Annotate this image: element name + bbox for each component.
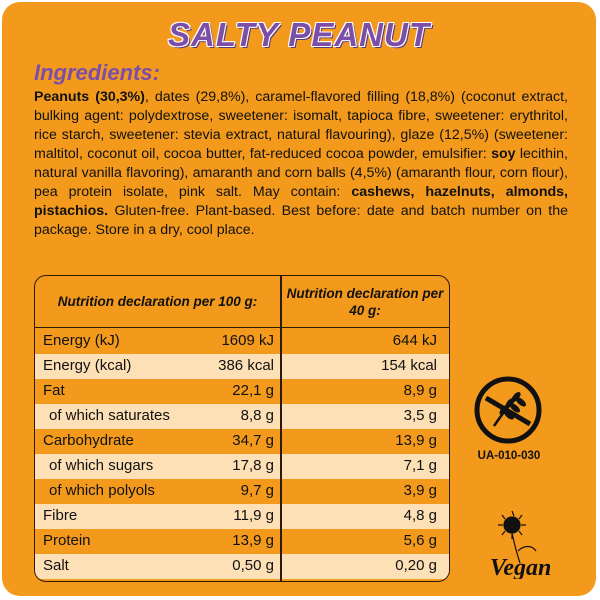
nutrient-label: Carbohydrate [43, 432, 134, 449]
table-row [35, 529, 449, 554]
value-per-100g: 9,7 g [240, 482, 274, 499]
value-per-40g: 154 kcal [381, 357, 437, 374]
vegan-logo-text: Vegan [490, 555, 552, 579]
value-per-100g: 17,8 g [232, 457, 274, 474]
nutrient-label: Fat [43, 382, 65, 399]
value-per-40g: 3,9 g [403, 482, 437, 499]
value-per-40g: 0,20 g [395, 557, 437, 574]
table-row [35, 329, 449, 354]
value-per-40g: 8,9 g [403, 382, 437, 399]
table-row [35, 354, 449, 379]
column-divider [280, 276, 282, 581]
ingredient-text-segment: Gluten-free. Plant-based. Best before: date and batch number on the package. Store in a dry, cool place. [34, 203, 568, 238]
table-row [35, 404, 449, 429]
value-per-100g: 0,50 g [232, 557, 274, 574]
ingredients-heading: Ingredients: [34, 60, 160, 85]
value-per-100g: 13,9 g [232, 532, 274, 549]
nutrient-label: of which saturates [49, 407, 170, 424]
nutrient-label: Salt [43, 557, 69, 574]
gluten-free-code: UA-010-030 [477, 450, 541, 462]
nutrient-label: Energy (kcal) [43, 357, 132, 374]
value-per-100g: 11,9 g [233, 507, 274, 524]
header-per-100g: Nutrition declaration per 100 g: [57, 294, 258, 309]
ingredient-text-segment: , dates (29,8%), caramel-flavored filling (18,8%) (coconut extract, bulking agent: polydextrose, sweetener: isomalt, tapioca fibre, sweetener: erythritol, rice starch, sweetener: stevia extract, natural flavouring), glaze (12,5%) (sweetener: maltitol, coconut oil, cocoa butter, fat-reduced cocoa powder, emulsifier: [34, 89, 568, 162]
value-per-100g: 1609 kJ [221, 332, 274, 349]
table-row [35, 504, 449, 529]
ingredient-highlight: soy [491, 146, 516, 162]
value-per-40g: 3,5 g [403, 407, 437, 424]
value-per-40g: 13,9 g [395, 432, 437, 449]
crossed-grain-icon [472, 374, 544, 446]
table-row [35, 454, 449, 479]
nutrient-label: of which sugars [49, 457, 154, 474]
value-per-40g: 644 kJ [392, 332, 437, 349]
ingredient-highlight: cashews, hazelnuts, almonds, pistachios. [34, 184, 568, 219]
nutrient-label: Fibre [43, 507, 78, 524]
nutrient-label: Energy (kJ) [43, 332, 120, 349]
vegan-sunflower-icon [482, 507, 560, 579]
ingredients-text [34, 88, 568, 240]
value-per-100g: 8,8 g [240, 407, 274, 424]
value-per-100g: 386 kcal [218, 357, 274, 374]
nutrient-label: of which polyols [49, 482, 155, 499]
table-row [35, 479, 449, 504]
value-per-40g: 7,1 g [403, 457, 437, 474]
header-per-40g: Nutrition declaration per 40 g: [286, 285, 444, 318]
product-title: SALTY PEANUT [168, 16, 430, 53]
ingredient-highlight: Peanuts (30,3%) [34, 89, 145, 105]
table-row [35, 554, 449, 579]
value-per-40g: 4,8 g [403, 507, 437, 524]
value-per-100g: 22,1 g [232, 382, 274, 399]
value-per-100g: 34,7 g [232, 432, 274, 449]
product-label-card [2, 2, 596, 596]
nutrition-table-header [35, 276, 449, 328]
table-row [35, 429, 449, 454]
ingredient-text-segment: lecithin, natural vanilla flavoring), amaranth and corn balls (4,5%) (amaranth flour, corn flour), pea protein isolate, pink salt. May contain: [34, 146, 568, 200]
value-per-40g: 5,6 g [403, 532, 437, 549]
nutrition-table [34, 275, 450, 582]
nutrient-label: Protein [43, 532, 91, 549]
table-row [35, 379, 449, 404]
